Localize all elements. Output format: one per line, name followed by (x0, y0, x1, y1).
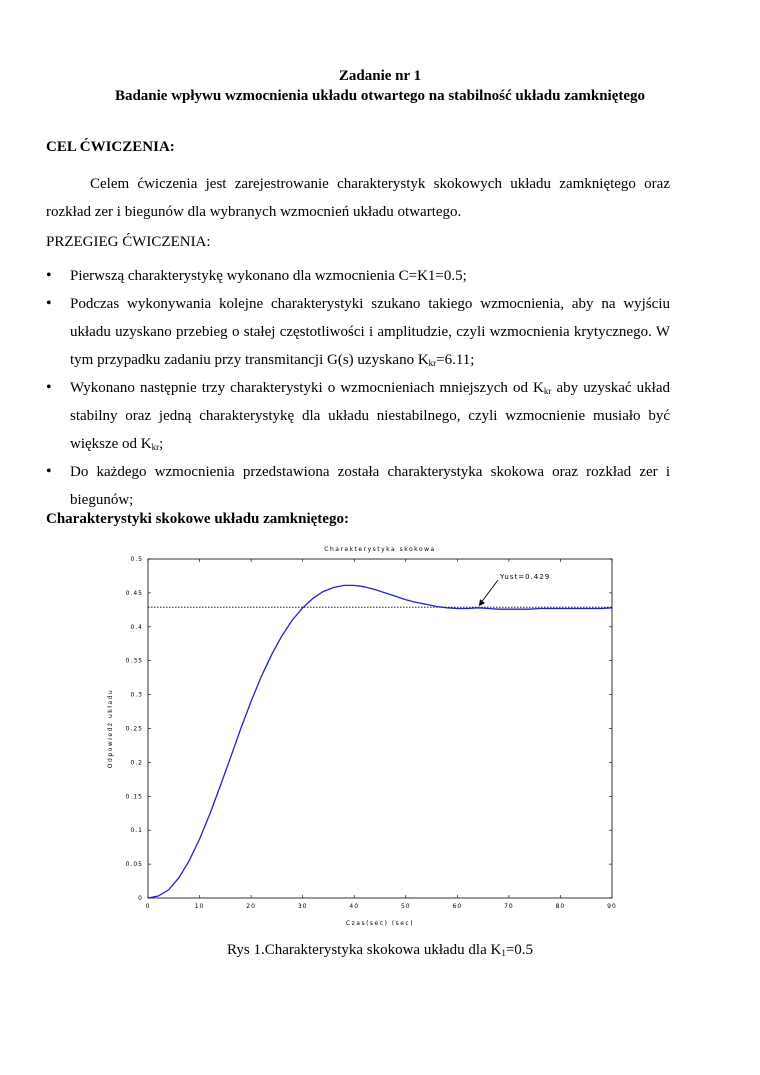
section-heading: Charakterystyki skokowe układu zamkniętego: (46, 511, 349, 527)
plot-frame (148, 559, 612, 898)
task-number: Zadanie nr 1 (338, 68, 422, 84)
x-tick-label: 50 (400, 903, 411, 910)
x-tick-label: 70 (504, 903, 514, 910)
course-heading: PRZEGIEG ĆWICZENIA: (46, 234, 211, 250)
plot-layer (107, 546, 617, 927)
y-tick-label: 0.15 (125, 793, 143, 801)
annotation-label: Yust=0.429 (499, 573, 551, 582)
x-tick-label: 90 (607, 903, 617, 910)
y-tick-label: 0.4 (130, 623, 143, 631)
goal-heading: CEL ĆWICZENIA: (46, 139, 175, 155)
y-tick-label: 0.2 (130, 759, 143, 767)
y-tick-label: 0.5 (130, 556, 143, 563)
y-tick-label: 0.3 (130, 691, 143, 699)
x-axis-label: Czas(sec) (sec) (345, 920, 415, 927)
y-tick-label: 0.35 (125, 657, 143, 665)
annotation-arrow-line (480, 580, 498, 604)
bullet-item-1: • Pierwszą charakterystykę wykonano dla wzmocnienia C=K1=0.5; (46, 262, 670, 290)
x-tick-label: 60 (452, 903, 463, 910)
x-tick-label: 0 (145, 903, 151, 910)
bullet-item-3: • Wykonano następnie trzy charakterystyki o wzmocnieniach mniejszych od $K_{kr}$ aby uzyskać układ stabilny oraz jedną charakterystykę dla układu niestabilnego, czyli wzmocnienie musiało być większe od $K_{kr}$; (46, 374, 670, 458)
step-response-line (148, 585, 612, 898)
y-axis-label: Odpowiedź układu (107, 688, 114, 769)
task-subject: Badanie wpływu wzmocnienia układu otwartego na stabilność układu zamkniętego (114, 88, 646, 104)
y-tick-label: 0.45 (125, 589, 143, 597)
x-tick-label: 30 (297, 903, 308, 910)
y-tick-label: 0.1 (130, 827, 143, 835)
goal-paragraph: Celem ćwiczenia jest zarejestrowanie charakterystyk skokowych układu zamkniętego oraz rozkład zer i biegunów dla wybranych wzmocnień układu otwartego. (46, 176, 670, 220)
y-tick-label: 0.05 (125, 861, 143, 869)
x-tick-label: 40 (349, 903, 360, 910)
y-tick-label: 0.25 (125, 725, 143, 733)
bullet-item-2: • Podczas wykonywania kolejne charakterystyki szukano takiego wzmocnienia, aby na wyjściu układu uzyskano przebieg o stałej częstotliwości i amplitudzie, czyli wzmocnienia krytycznego. W tym przypadku zadaniu przy transmitancji G(s) uzyskano $K_{kr}=6.11$; (46, 290, 670, 374)
x-tick-label: 10 (194, 903, 205, 910)
course-bullet-list (46, 262, 670, 514)
x-tick-label: 20 (246, 903, 256, 910)
figure-caption: Rys 1.Charakterystyka skokowa układu dla $K_1=0.5$ (226, 942, 534, 958)
step-response-chart (100, 540, 620, 932)
annotation-arrow-head (479, 599, 485, 606)
bullet-item-4: • Do każdego wzmocnienia przedstawiona została charakterystyka skokowa oraz rozkład zer i biegunów; (46, 458, 670, 514)
y-tick-label: 0 (138, 895, 143, 902)
chart-title: Charakterystyka skokowa (324, 546, 436, 553)
x-tick-label: 80 (555, 903, 566, 910)
